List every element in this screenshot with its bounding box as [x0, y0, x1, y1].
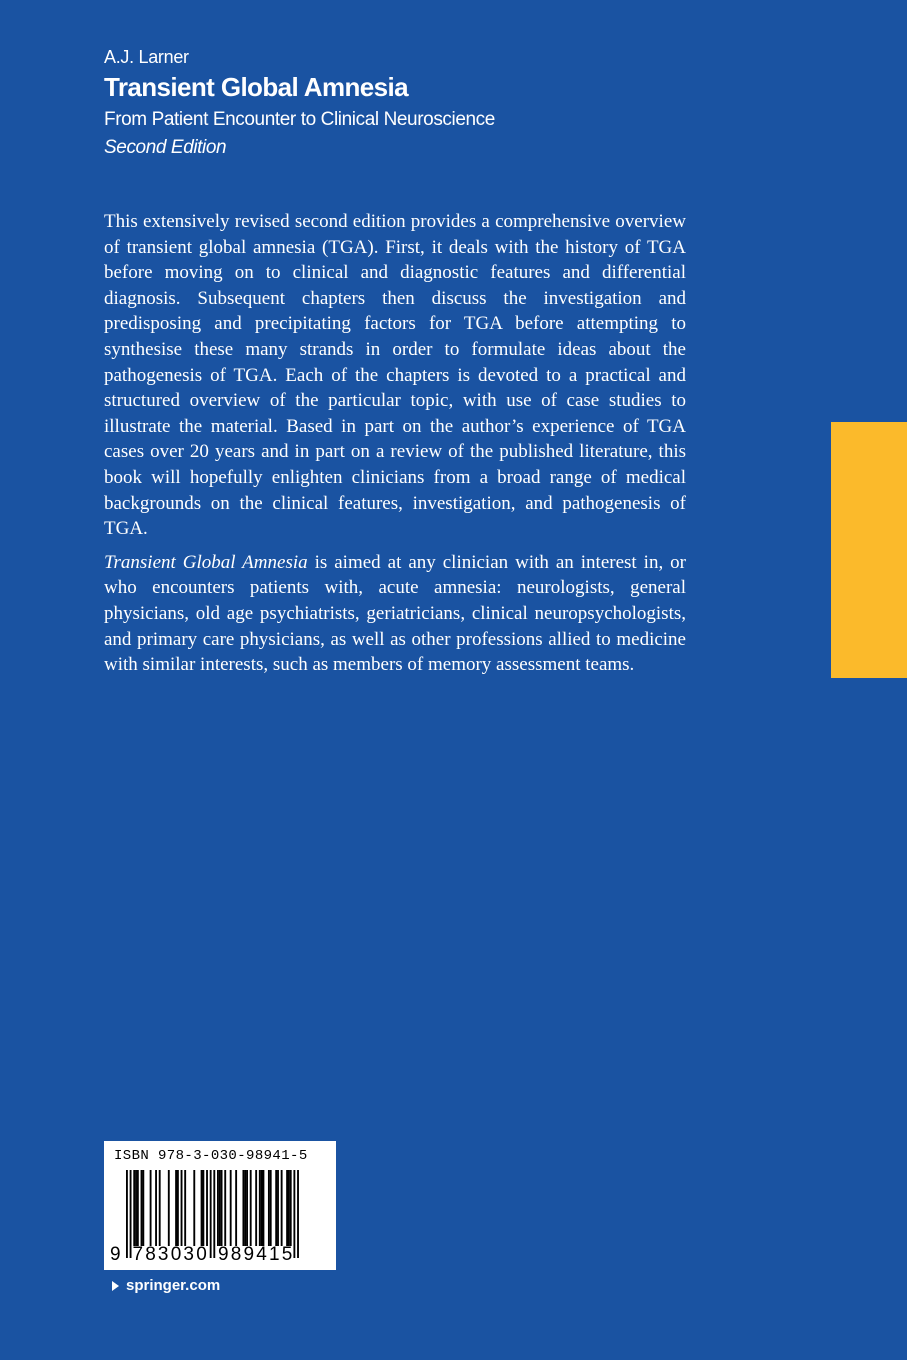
barcode-digit: 8 [230, 1244, 242, 1265]
barcode-bar [217, 1170, 219, 1246]
book-subtitle: From Patient Encounter to Clinical Neuroscience [104, 109, 495, 130]
barcode-bar [242, 1170, 244, 1246]
barcode-bar [261, 1170, 263, 1246]
barcode-digit: 9 [110, 1244, 121, 1265]
barcode-digit: 0 [196, 1244, 207, 1265]
barcode-bar [177, 1170, 179, 1246]
cover-header [104, 44, 704, 162]
barcode-bar [221, 1170, 223, 1246]
yellow-edge-tab [831, 422, 907, 678]
barcode-bar [137, 1170, 139, 1246]
publisher-link[interactable] [112, 1275, 220, 1297]
barcode-bar [290, 1170, 292, 1246]
barcode-bar [206, 1170, 208, 1246]
barcode-bar [142, 1170, 144, 1246]
barcode-digit: 5 [281, 1244, 293, 1265]
author-name: A.J. Larner [104, 47, 189, 67]
blurb-paragraph-1: This extensively revised second edition provides a comprehensive overview of transient global amnesia (TGA). First, it deals with the history of TGA before moving on to clinical and diagnostic features and differential diagnosis. Subsequent chapters then discuss the investigation and predisposing and precipitating factors for TGA before attempting to synthesise these many strands in order to formulate ideas about the pathogenesis of TGA. Each of the chapters is devoted to a practical and structured overview of the particular topic, with use of case studies to illustrate the material. Based in part on the author’s experience of TGA cases over 20 years and in part on a review of the published literature, this book will hopefully enlighten clinicians from a broad range of medical backgrounds on the clinical features, investigation, and pathogenesis of TGA. [104, 211, 686, 540]
barcode-bar [277, 1170, 279, 1246]
barcode-bar [181, 1170, 183, 1246]
arrow-right-icon [112, 1281, 119, 1291]
book-title: Transient Global Amnesia [104, 72, 408, 102]
barcode-bar [235, 1170, 237, 1246]
barcode-digit: 4 [256, 1244, 267, 1265]
blurb [104, 209, 686, 686]
isbn-barcode-box [104, 1141, 336, 1270]
barcode-bar [270, 1170, 272, 1246]
barcode-bar [155, 1170, 157, 1246]
barcode-bar [141, 1170, 143, 1246]
barcode-digit: 7 [132, 1244, 144, 1265]
barcode-digit: 1 [269, 1244, 280, 1265]
barcode-bar [202, 1170, 204, 1246]
barcode-bar [263, 1170, 265, 1246]
barcode-bar [259, 1170, 261, 1246]
barcode-bar [286, 1170, 288, 1246]
barcode-digit: 3 [157, 1244, 169, 1265]
barcode-bar [219, 1170, 221, 1246]
barcode-bar [288, 1170, 290, 1246]
barcode-bar [250, 1170, 252, 1246]
barcode-bar [230, 1170, 232, 1246]
barcode-digit: 3 [183, 1244, 194, 1265]
barcode-digit: 9 [243, 1244, 255, 1265]
barcode-bar [224, 1170, 226, 1246]
barcode-bar [275, 1170, 277, 1246]
barcode-bar [244, 1170, 246, 1246]
barcode-bar [193, 1170, 195, 1246]
blurb-title-italic: Transient Global Amnesia [104, 551, 308, 573]
barcode-bar [255, 1170, 257, 1246]
barcode-bar [268, 1170, 270, 1246]
barcode-bar [175, 1170, 177, 1246]
barcode-bar [150, 1170, 152, 1246]
book-edition: Second Edition [104, 137, 227, 158]
barcode-digit: 8 [145, 1244, 156, 1265]
blurb-paragraph-2 [104, 550, 686, 678]
isbn-label: ISBN 978-3-030-98941-5 [114, 1148, 308, 1164]
barcode-bar [201, 1170, 203, 1246]
blurb-paragraph-2-text: is aimed at any clinician with an interest in, or who encounters patients with, acute amnesia: neurologists, general physicians, old age psychiatrists, geriatricians, clinical neuropsychologists, and primary care physicians, as well as other professions allied to medicine with similar interests, such as members of memory assessment teams. [104, 551, 686, 676]
barcode-bar [246, 1170, 248, 1246]
barcode-digit: 0 [170, 1244, 182, 1265]
barcode-bar [133, 1170, 135, 1246]
barcode-bar [184, 1170, 186, 1246]
barcode-bar [168, 1170, 170, 1246]
barcode-bar [135, 1170, 137, 1246]
barcode-digit: 9 [218, 1244, 229, 1265]
barcode-digits [104, 1244, 336, 1266]
barcode-bar [281, 1170, 283, 1246]
barcode-bar [159, 1170, 161, 1246]
publisher-url: springer.com [126, 1277, 221, 1294]
